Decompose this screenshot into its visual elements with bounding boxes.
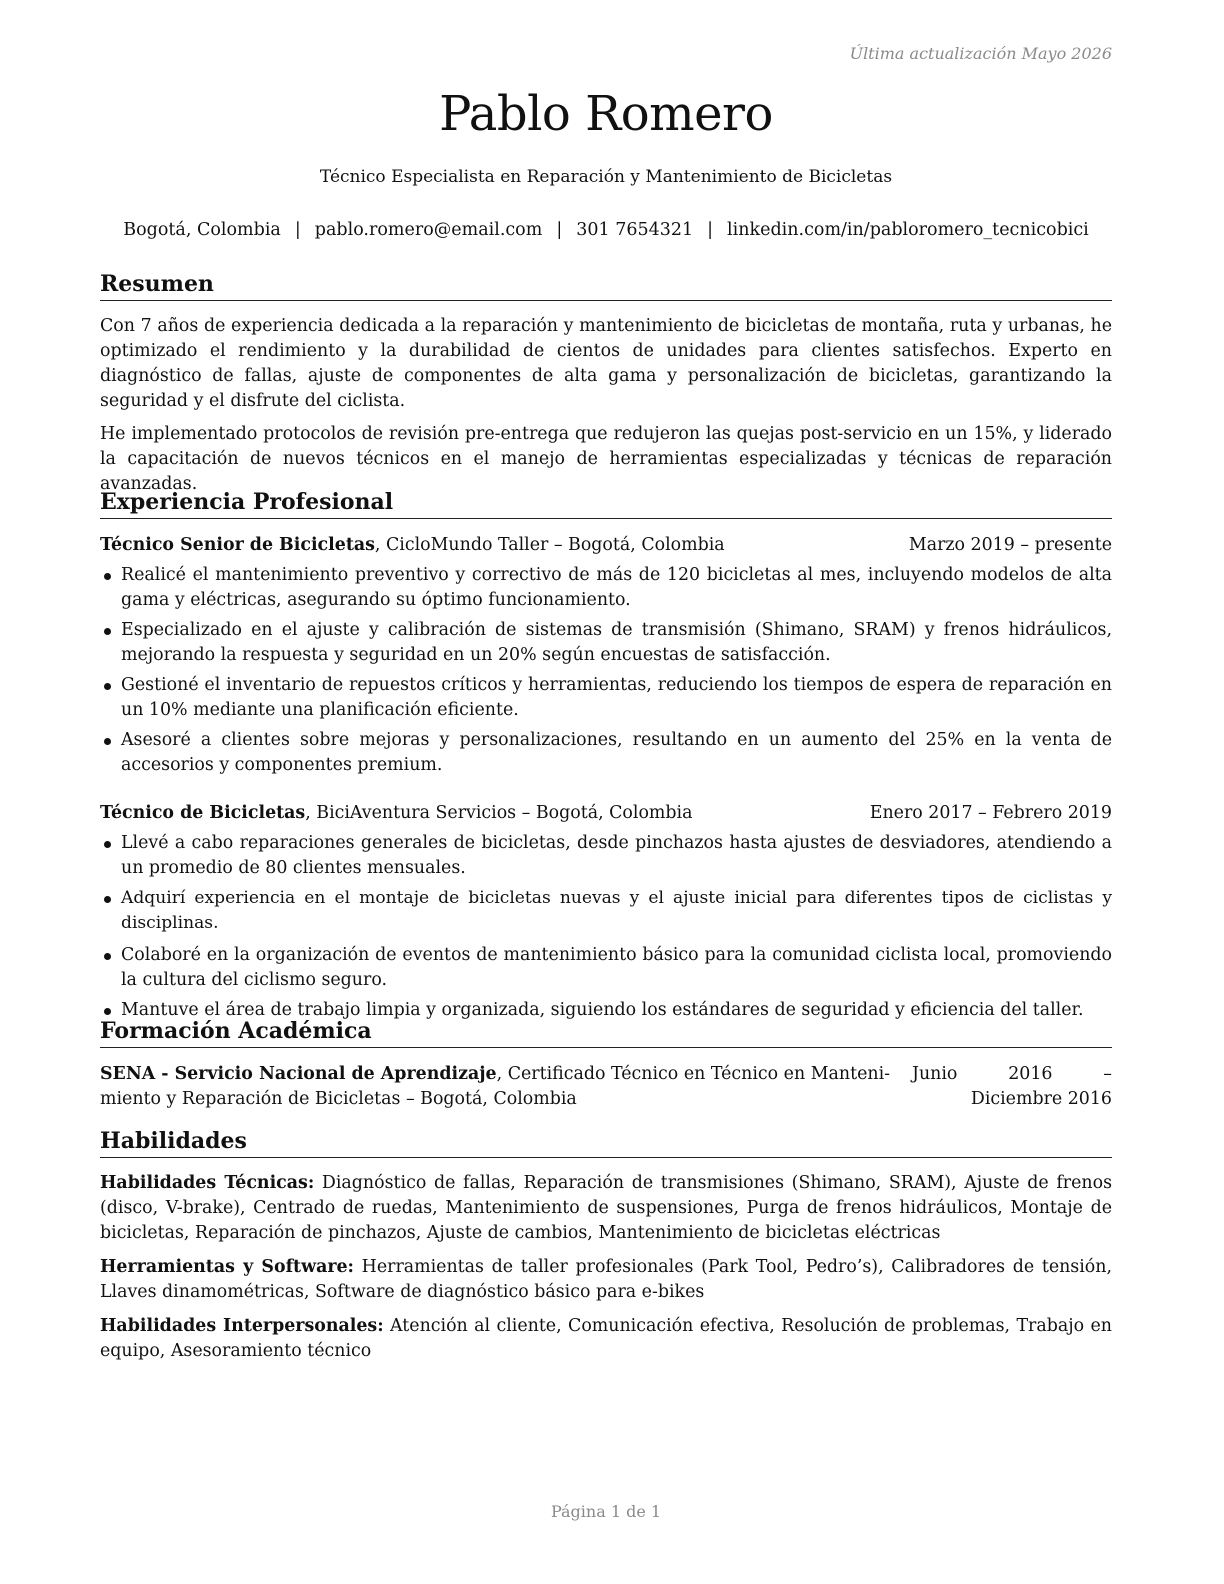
- contact-phone: 301 7654321: [576, 220, 694, 240]
- headline: Técnico Especialista en Reparación y Mantenimiento de Bicicletas: [319, 167, 893, 187]
- education-section: [100, 1017, 1112, 1112]
- section-title-skills: Habilidades: [100, 1127, 1112, 1158]
- skill-group-label: Herramientas y Software:: [100, 1257, 354, 1277]
- contact-separator: |: [294, 220, 301, 240]
- job-dates: Marzo 2019 – presente: [908, 535, 1112, 555]
- job-dates: Enero 2017 – Febrero 2019: [869, 803, 1112, 823]
- skill-group: [100, 1314, 1112, 1364]
- section-title-summary: Resumen: [100, 270, 1112, 301]
- job-bullet: Llevé a cabo reparaciones generales de bicicletas, desde pinchazos hasta ajustes de desviadores, atendiendo a un promedio de 80 clientes mensuales.: [100, 831, 1112, 881]
- experience-section: [100, 488, 1112, 1023]
- contact-line: [100, 220, 1112, 240]
- job-bullet: Mantuve el área de trabajo limpia y organizada, siguiendo los estándares de seguridad y eficiencia del taller.: [100, 998, 1112, 1023]
- skills-section: [100, 1127, 1112, 1364]
- job-bullet: Especializado en el ajuste y calibración de sistemas de transmisión (Shimano, SRAM) y frenos hidráulicos, mejorando la respuesta y seguridad en un 20% según encuestas de satisfacción.: [100, 618, 1112, 668]
- contact-separator: |: [556, 220, 563, 240]
- skill-group-label: Habilidades Interpersonales:: [100, 1316, 384, 1336]
- section-title-education: Formación Académica: [100, 1017, 1112, 1048]
- job-bullet: Asesoré a clientes sobre mejoras y personalizaciones, resultando en un aumento del 25% en la venta de accesorios y componentes premium.: [100, 728, 1112, 778]
- skill-group: [100, 1171, 1112, 1246]
- candidate-name: Pablo Romero: [439, 86, 773, 142]
- job-bullets: [100, 563, 1112, 778]
- job-bullet: Gestioné el inventario de repuestos críticos y herramientas, reduciendo los tiempos de espera de reparación en un 10% mediante una planificación eficiente.: [100, 673, 1112, 723]
- education-entry: [100, 1062, 1112, 1112]
- job-header: [100, 533, 1112, 558]
- job-company: , CicloMundo Taller – Bogotá, Colombia: [374, 535, 725, 555]
- job-bullet: Adquirí experiencia en el montaje de bicicletas nuevas y el ajuste inicial para diferentes tipos de ciclistas y disciplinas.: [100, 886, 1112, 936]
- job-role: Técnico Senior de Bicicletas: [100, 535, 375, 555]
- last-updated: Última actualización Mayo 2026: [849, 44, 1112, 63]
- skill-group-text: Herramientas de taller profesionales (Park Tool, Pedro’s), Calibradores de tensión, Llaves dinamométricas, Software de diagnóstico básico para e-bikes: [100, 1257, 1112, 1302]
- job-role: Técnico de Bicicletas: [100, 803, 306, 823]
- skill-group: [100, 1255, 1112, 1305]
- summary-section: [100, 270, 1112, 497]
- job-bullet: Colaboré en la organización de eventos de mantenimiento básico para la comunidad ciclista local, promoviendo la cultura del ciclismo seguro.: [100, 943, 1112, 993]
- job-bullet: Realicé el mantenimiento preventivo y correctivo de más de 120 bicicletas al mes, incluyendo modelos de alta gama y eléctricas, asegurando su óptimo funcionamiento.: [100, 563, 1112, 613]
- contact-email[interactable]: pablo.romero@email.com: [314, 220, 543, 240]
- skill-group-label: Habilidades Técnicas:: [100, 1173, 315, 1193]
- summary-paragraph: He implementado protocolos de revisión pre-entrega que redujeron las quejas post-servicio en un 15%, y liderado la capacitación de nuevos técnicos en el manejo de herramientas especializadas y técnicas de reparación avanzadas.: [100, 424, 1112, 494]
- education-dates: Junio 2016 – Diciembre 2016: [912, 1064, 1112, 1109]
- job-entry: [100, 801, 1112, 1023]
- education-detail: , Certificado Técnico en Técnico en Manteni-miento y Reparación de Bicicletas – Bogotá, Colombia: [100, 1064, 891, 1109]
- skill-group-text: Diagnóstico de fallas, Reparación de transmisiones (Shimano, SRAM), Ajuste de frenos (disco, V-brake), Centrado de ruedas, Mantenimiento de suspensiones, Purga de frenos hidráulicos, Montaje de bicicletas, Reparación de pinchazos, Ajuste de cambios, Mantenimiento de bicicletas eléctricas: [100, 1173, 1113, 1243]
- page-number: Página 1 de 1: [550, 1502, 662, 1521]
- skill-group-text: Atención al cliente, Comunicación efectiva, Resolución de problemas, Trabajo en equipo, Asesoramiento técnico: [100, 1316, 1112, 1361]
- job-header: [100, 801, 1112, 826]
- summary-paragraph: Con 7 años de experiencia dedicada a la reparación y mantenimiento de bicicletas de montaña, ruta y urbanas, he optimizado el rendimiento y la durabilidad de cientos de unidades para clientes satisfechos. Experto en diagnóstico de fallas, ajuste de componentes de alta gama y personalización de bicicletas, garantizando la seguridad y el disfrute del ciclista.: [100, 316, 1112, 411]
- section-title-experience: Experiencia Profesional: [100, 488, 1112, 519]
- contact-linkedin[interactable]: linkedin.com/in/pabloromero_tecnicobici: [727, 220, 1089, 240]
- job-bullets: [100, 831, 1112, 1023]
- job-company: , BiciAventura Servicios – Bogotá, Colombia: [305, 803, 693, 823]
- education-institution: SENA - Servicio Nacional de Aprendizaje: [100, 1064, 497, 1084]
- job-entry: [100, 533, 1112, 778]
- contact-location: Bogotá, Colombia: [123, 220, 281, 240]
- contact-separator: |: [707, 220, 714, 240]
